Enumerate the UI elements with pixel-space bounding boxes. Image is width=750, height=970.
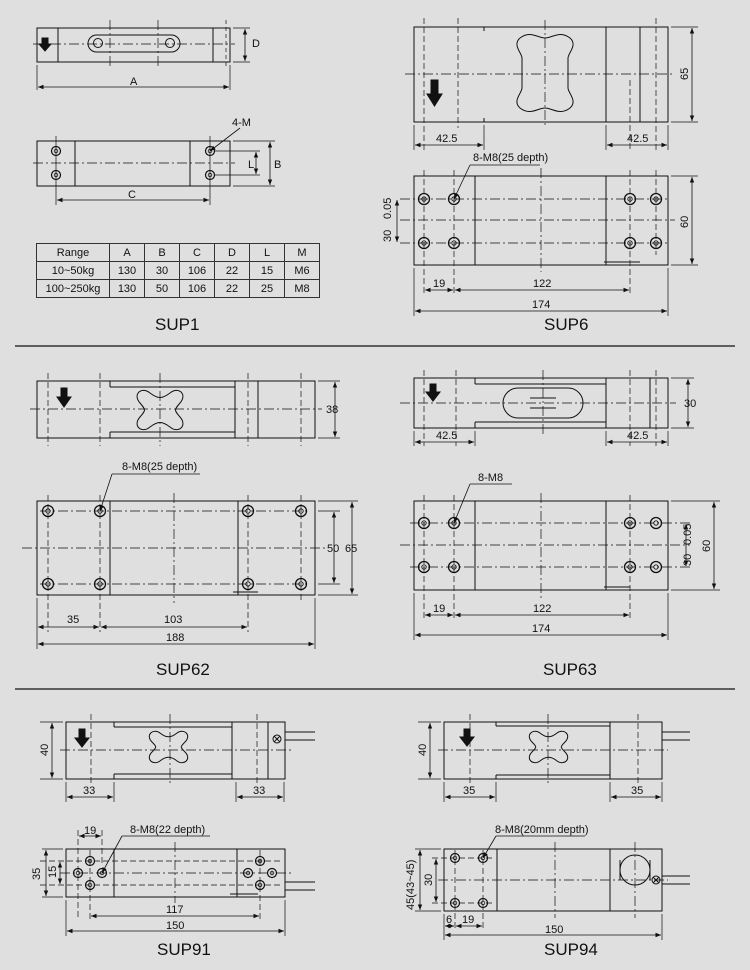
sup94-side-label: 45(43~45) [405, 859, 417, 910]
sup62-width-label: 65 [345, 543, 358, 555]
sup6-top-view [405, 18, 698, 150]
sup6-width-label: 60 [679, 215, 691, 228]
sup94-hole-pitch-label: 30 [423, 873, 435, 886]
table-cell: 100~250kg [37, 280, 110, 298]
sup63-length-label: 174 [532, 623, 551, 635]
sup6-title: SUP6 [544, 315, 589, 334]
sup62-length-label: 188 [166, 632, 185, 644]
table-cell: 106 [180, 262, 215, 280]
sup91-length-label: 150 [166, 920, 185, 932]
sup91-height-label: 40 [39, 743, 51, 756]
table-row [37, 262, 320, 280]
sup62-row-pitch-label: 50 [327, 543, 340, 555]
table-cell: 22 [215, 262, 250, 280]
sup1-top-view [33, 20, 250, 90]
table-header-cell: Range [37, 244, 110, 262]
sup62-thread-note: 8-M8(25 depth) [122, 461, 198, 473]
sup91-hole-pitch-label: 19 [84, 825, 97, 837]
table-header-row [37, 244, 320, 262]
sup63-height-label: 30 [684, 398, 697, 410]
sup91-pitch-right-label: 33 [253, 785, 266, 797]
sup94-bolt-pitch-label: 19 [462, 914, 475, 926]
sup62-top-view [30, 373, 340, 446]
sup91-bolt-pitch-label: 15 [47, 865, 59, 878]
sup6-pitch-left-label: 42.5 [436, 133, 458, 145]
sup91-side-label: 35 [31, 867, 43, 880]
table-cell: 15 [250, 262, 285, 280]
sup91-thread-note: 8-M8(22 depth) [130, 824, 206, 836]
sup1-dim-b-label: B [274, 159, 282, 171]
sup1-title: SUP1 [155, 315, 200, 334]
sup91-pitch-left-label: 33 [83, 785, 96, 797]
sup94-edge-label: 6 [446, 914, 453, 926]
table-header-cell: B [145, 244, 180, 262]
sup62-height-label: 38 [326, 404, 339, 416]
sup1-dim-d-label: D [252, 38, 260, 50]
sup1-spec-table [36, 243, 320, 298]
sup91-title: SUP91 [157, 940, 211, 959]
sup63-title: SUP63 [543, 660, 597, 679]
sup62-edge-label: 35 [67, 614, 80, 626]
table-cell: M6 [285, 262, 320, 280]
sup6-pitch-right-label: 42.5 [627, 133, 649, 145]
table-cell: 50 [145, 280, 180, 298]
sup63-thread-note: 8-M8 [478, 472, 504, 484]
table-cell: 22 [215, 280, 250, 298]
sup63-row-pitch-label: 30 [682, 553, 694, 566]
sup6-length-label: 174 [532, 299, 551, 311]
sup6-bottom-view [397, 165, 698, 316]
sup94-length-label: 150 [545, 924, 564, 936]
sup63-pitch-right-label: 42.5 [627, 430, 649, 442]
sup62-span-label: 103 [164, 614, 183, 626]
table-header-cell: A [110, 244, 145, 262]
table-cell: M8 [285, 280, 320, 298]
sup1-bottom-view [33, 128, 275, 205]
table-cell: 25 [250, 280, 285, 298]
sup6-span-label: 122 [533, 278, 552, 290]
sup6-edge-label: 19 [433, 278, 446, 290]
sup1-dim-c-label: C [128, 189, 136, 201]
sup63-offset-label: 0.05 [682, 523, 694, 545]
sup62-title: SUP62 [156, 660, 210, 679]
sup63-width-label: 60 [701, 539, 713, 552]
table-header-cell: M [285, 244, 320, 262]
sup1-dim-l-label: L [248, 159, 255, 171]
sup94-height-label: 40 [417, 743, 429, 756]
sup1-dim-a-label: A [130, 76, 138, 88]
sup94-pitch-left-label: 35 [463, 785, 476, 797]
table-cell: 130 [110, 262, 145, 280]
sup63-pitch-left-label: 42.5 [436, 430, 458, 442]
table-row [37, 280, 320, 298]
sup94-thread-note: 8-M8(20mm depth) [495, 824, 589, 836]
table-cell: 106 [180, 280, 215, 298]
sup1-thread-label: 4-M [232, 117, 251, 129]
sup94-title: SUP94 [544, 940, 598, 959]
sup6-offset-label: 0.05 [382, 197, 394, 219]
sup91-top-view [40, 714, 315, 802]
table-header-cell: D [215, 244, 250, 262]
sup63-bottom-view [400, 484, 720, 640]
sup6-thread-note: 8-M8(25 depth) [473, 152, 549, 164]
sup94-pitch-right-label: 35 [631, 785, 644, 797]
table-header-cell: C [180, 244, 215, 262]
table-cell: 130 [110, 280, 145, 298]
table-cell: 30 [145, 262, 180, 280]
sup91-span-label: 117 [166, 904, 184, 916]
sup63-span-label: 122 [533, 603, 552, 615]
table-cell: 10~50kg [37, 262, 110, 280]
sup6-height-label: 65 [679, 67, 691, 80]
sup6-row-pitch-label: 30 [382, 229, 394, 242]
table-header-cell: L [250, 244, 285, 262]
sup94-top-view [418, 714, 690, 802]
sup63-edge-label: 19 [433, 603, 446, 615]
